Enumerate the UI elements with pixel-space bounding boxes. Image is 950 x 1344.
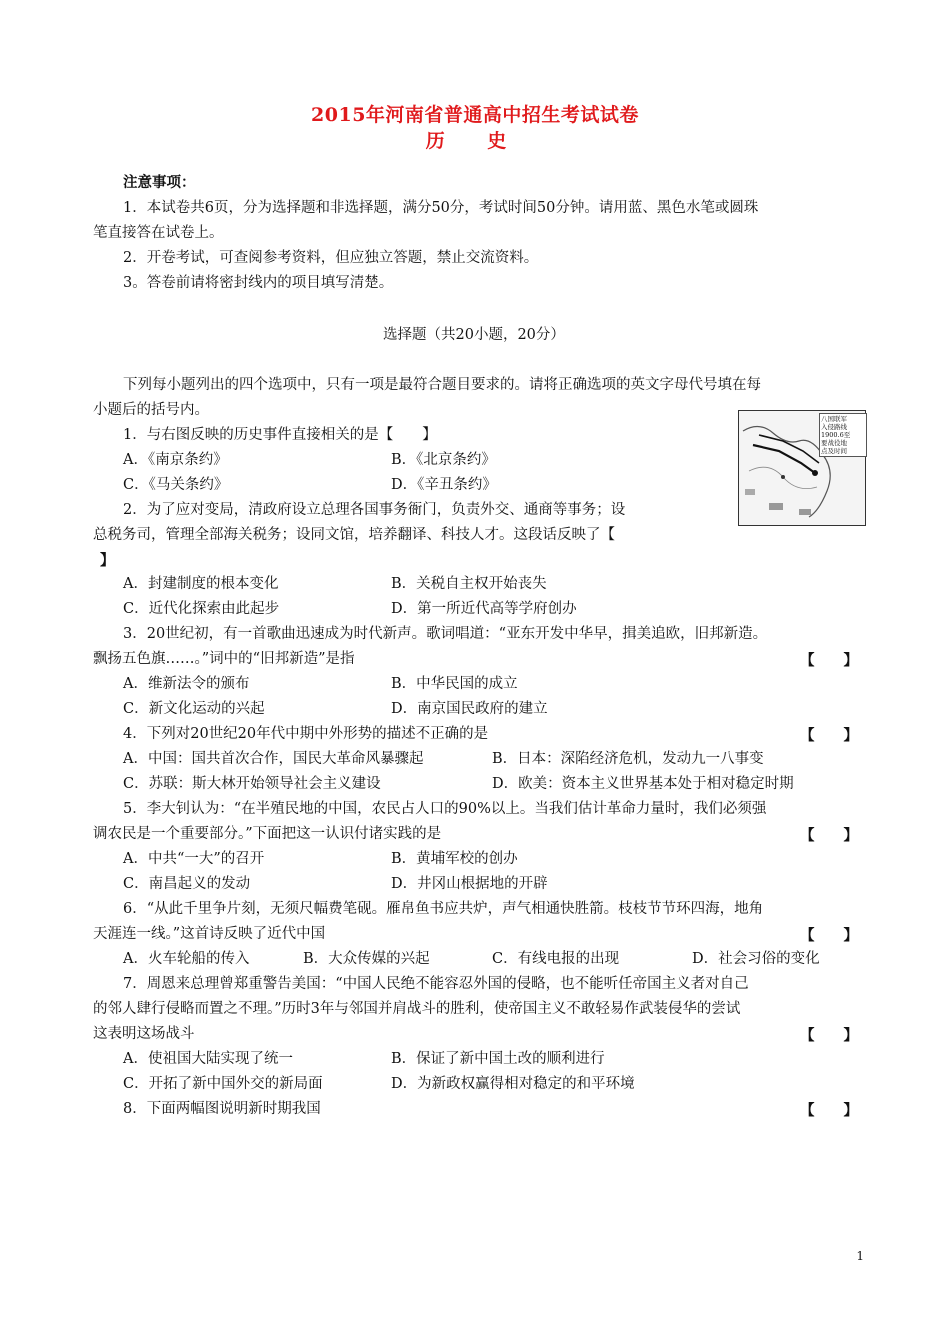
q4-option-a: A．中国：国共首次合作，国民大革命风暴骤起 <box>123 751 424 767</box>
q3-stem-a: 3．20世纪初，有一首歌曲迅速成为时代新声。歌词唱道：“亚东开发中华早，揖美追欧，旧邦新造。 <box>123 626 768 642</box>
legend-line-2: 入侵路线 <box>821 423 847 431</box>
q4-option-d: D．欧美：资本主义世界基本处于相对稳定时期 <box>492 776 794 792</box>
q2-stem-b: 总税务司，管理全部海关税务；设同文馆，培养翻译、科技人才。这段话反映了【 <box>93 527 615 543</box>
notes-heading: 注意事项： <box>123 174 196 191</box>
q7-option-d: D．为新政权赢得相对稳定的和平环境 <box>391 1076 635 1092</box>
q8-stem: 8．下面两幅图说明新时期我国 <box>123 1101 321 1117</box>
invasion-route-shape <box>753 445 815 473</box>
subject-title: 历 史 <box>425 130 525 152</box>
q1-option-c: C．《马关条约》 <box>123 477 229 493</box>
q6-option-a: A．火车轮船的传入 <box>123 951 250 967</box>
q3-option-d: D．南京国民政府的建立 <box>391 701 548 717</box>
q5-stem-a: 5．李大钊认为：“在半殖民地的中国，农民占人口的90%以上。当我们估计革命力量时，我们必须强 <box>123 801 767 817</box>
q2-stem-a: 2．为了应对变局，清政府设立总理各国事务衙门，负责外交、通商等事务；设 <box>123 502 626 518</box>
q5-stem-b: 调农民是一个重要部分。”下面把这一认识付诸实践的是 <box>93 826 442 842</box>
q7-answer-bracket: 【 】 <box>800 1027 858 1044</box>
q6-answer-bracket: 【 】 <box>800 927 858 944</box>
q6-stem-b: 天涯连一线。”这首诗反映了近代中国 <box>93 926 326 942</box>
q4-option-b: B．日本：深陷经济危机，发动九一八事变 <box>492 751 764 767</box>
boxer-invasion-map <box>738 410 866 526</box>
map-legend <box>819 413 867 457</box>
intro-line-a: 下列每小题列出的四个选项中，只有一项是最符合题目要求的。请将正确选项的英文字母代号填在每 <box>123 377 761 393</box>
q5-option-a: A．中共“一大”的召开 <box>123 851 265 867</box>
q1-option-d: D．《辛丑条约》 <box>391 477 497 493</box>
city-label-block-3 <box>745 489 755 495</box>
city-label-block-2 <box>799 509 811 515</box>
q2-option-b: B．关税自主权开始丧失 <box>391 576 547 592</box>
q2-bracket-close: 】 <box>100 552 115 569</box>
q5-option-d: D．井冈山根据地的开辟 <box>391 876 548 892</box>
legend-line-5: 点及时间 <box>821 447 847 455</box>
q2-option-d: D．第一所近代高等学府创办 <box>391 601 577 617</box>
q3-answer-bracket: 【 】 <box>800 652 858 669</box>
note-3: 3。答卷前请将密封线内的项目填写清楚。 <box>123 275 394 291</box>
q1-stem: 1．与右图反映的历史事件直接相关的是【 】 <box>123 427 437 443</box>
q6-option-c: C．有线电报的出现 <box>492 951 620 967</box>
q7-stem-a: 7．周恩来总理曾郑重警告美国：“中国人民绝不能容忍外国的侵略，也不能听任帝国主义者对自己 <box>123 976 749 992</box>
q5-option-b: B．黄埔军校的创办 <box>391 851 518 867</box>
legend-line-3: 1900.6至 <box>821 431 851 439</box>
note-1a: 1．本试卷共6页，分为选择题和非选择题，满分50分，考试时间50分钟。请用蓝、黑色水笔或圆珠 <box>123 200 759 216</box>
q4-option-c: C．苏联：斯大林开始领导社会主义建设 <box>123 776 381 792</box>
q3-option-b: B．中华民国的成立 <box>391 676 518 692</box>
note-2: 2．开卷考试，可查阅参考资料，但应独立答题，禁止交流资料。 <box>123 250 539 266</box>
q6-option-d: D．社会习俗的变化 <box>692 951 820 967</box>
city-marker <box>781 475 785 479</box>
q7-stem-c: 这表明这场战斗 <box>93 1026 195 1042</box>
q1-option-a: A．《南京条约》 <box>123 452 228 468</box>
q6-option-b: B．大众传媒的兴起 <box>303 951 430 967</box>
q3-stem-b: 飘扬五色旗……。”词中的“旧邦新造”是指 <box>93 651 355 667</box>
q3-option-c: C．新文化运动的兴起 <box>123 701 265 717</box>
q7-option-b: B．保证了新中国土改的顺利进行 <box>391 1051 605 1067</box>
q4-answer-bracket: 【 】 <box>800 727 858 744</box>
q5-answer-bracket: 【 】 <box>800 827 858 844</box>
intro-line-b: 小题后的括号内。 <box>93 402 209 418</box>
battle-site-marker <box>812 470 818 476</box>
q7-option-c: C．开拓了新中国外交的新局面 <box>123 1076 323 1092</box>
q8-answer-bracket: 【 】 <box>800 1102 858 1119</box>
q4-stem: 4．下列对20世纪20年代中期中外形势的描述不正确的是 <box>123 726 489 742</box>
note-1b: 笔直接答在试卷上。 <box>93 225 224 241</box>
legend-line-1: 八国联军 <box>821 415 847 423</box>
exam-title: 2015年河南省普通高中招生考试试卷 <box>311 104 639 126</box>
q6-stem-a: 6．“从此千里争片刻，无须尺幅费笔砚。雁帛鱼书应共炉，声气相通快胜箭。枝枝节节环四海，地角 <box>123 901 764 917</box>
q7-option-a: A．使祖国大陆实现了统一 <box>123 1051 293 1067</box>
q5-option-c: C．南昌起义的发动 <box>123 876 251 892</box>
city-label-block <box>769 503 783 510</box>
q2-option-c: C．近代化探索由此起步 <box>123 601 280 617</box>
page-number: 1 <box>856 1249 864 1263</box>
q3-option-a: A．维新法令的颁布 <box>123 676 250 692</box>
section-title: 选择题（共20小题，20分） <box>383 327 565 343</box>
legend-line-4: 要战役地 <box>821 439 847 447</box>
q2-option-a: A．封建制度的根本变化 <box>123 576 279 592</box>
q7-stem-b: 的邻人肆行侵略而置之不理。”历时3年与邻国并肩战斗的胜利，使帝国主义不敢轻易作武装侵华的尝试 <box>93 1001 741 1017</box>
q1-option-b: B．《北京条约》 <box>391 452 496 468</box>
